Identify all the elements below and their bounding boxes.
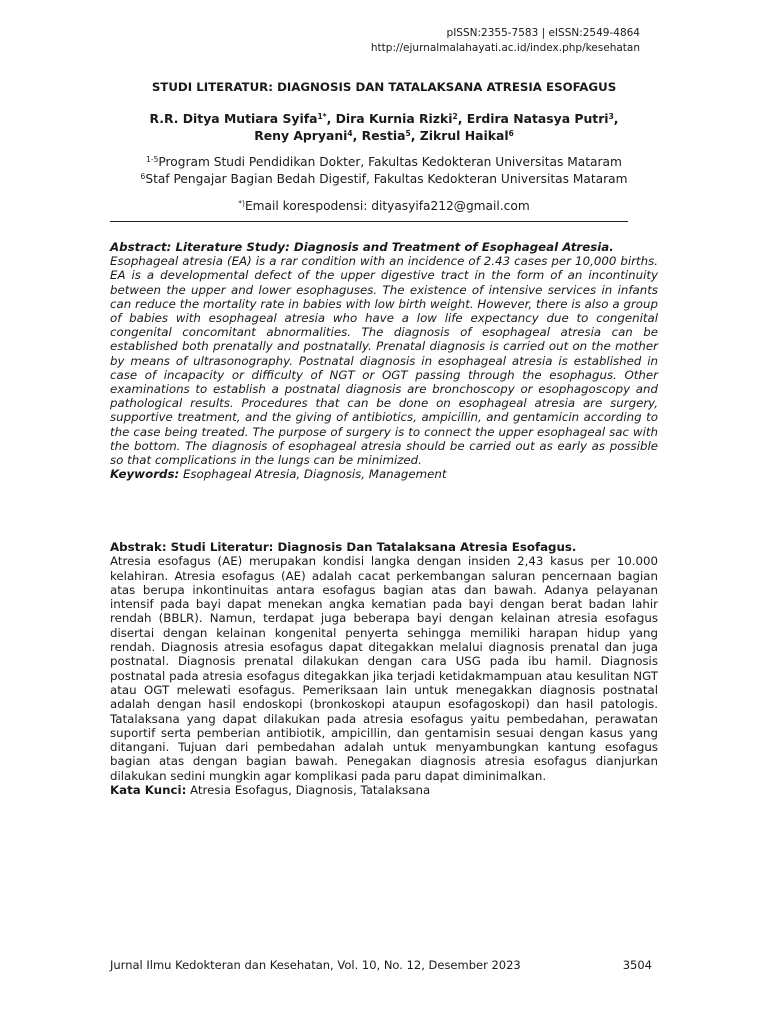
affiliation-1: $^{1-5}$Program Studi Pendidikan Dokter, Fakultas Kedokteran Universitas Mataram (146, 155, 622, 169)
keywords-label: Kata Kunci: (110, 783, 187, 798)
author-name: R.R. Ditya Mutiara Syifa (149, 111, 318, 126)
journal-footer: Jurnal Ilmu Kedokteran dan Kesehatan, Vol. 10, No. 12, Desember 2023 (110, 958, 521, 972)
abstract-indonesian (110, 540, 658, 797)
correspondence-email (110, 199, 658, 213)
abstract-english-heading: Abstract: Literature Study: Diagnosis and Treatment of Esophageal Atresia. (110, 240, 614, 254)
author-affiliation-mark: 2 (452, 112, 458, 121)
author-list (110, 110, 658, 144)
author-affiliation-mark: 3 (608, 112, 614, 121)
abstract-english (110, 240, 658, 481)
abstract-english-body: Esophageal atresia (EA) is a rar condition with an incidence of 2.43 cases per 10,000 births. EA is a developmental defect of the upper digestive tract in the form of an incontinuity between the upper and lower esophaguses. The existence of intensive services in infants can reduce the mortality rate in babies with low birth weight. However, there is also a group of babies with esophageal atresia who have a low life expectancy due to congenital congenital concomitant abnormalities. The diagnosis of esophageal atresia can be established both prenatally and postnatally. Prenatal diagnosis is carried out on the mother by means of ultrasonography. Postnatal diagnosis in esophageal atresia is established in case of incapacity or difficulty of NGT or OGT passing through the esophagus. Other examinations to establish a postnatal diagnosis are bronchoscopy or esophagoscopy and pathological results. Procedures that can be done on esophageal atresia are surgery, supportive treatment, and the giving of antibiotics, ampicillin, and gentamicin according to the case being treated. The purpose of surgery is to connect the upper esophageal sac with the bottom. The diagnosis of esophageal atresia should be carried out as early as possible so that complications in the lungs can be minimized. (110, 254, 658, 468)
journal-url[interactable]: http://ejurnalmalahayati.ac.id/index.php/kesehatan (370, 41, 640, 54)
keywords-value: Atresia Esofagus, Diagnosis, Tatalaksana (190, 783, 431, 798)
author-affiliation-mark: 1* (317, 112, 327, 121)
affiliation-2: $^6$Staf Pengajar Bagian Bedah Digestif, Fakultas Kedokteran Universitas Mataram (140, 171, 628, 186)
journal-header (371, 26, 640, 55)
issn-line: pISSN:2355-7583 | eISSN:2549-4864 (446, 27, 640, 39)
keywords-value: Esophageal Atresia, Diagnosis, Management (182, 467, 447, 482)
author-affiliation-mark: 5 (405, 129, 411, 138)
page-number: 3504 (622, 958, 652, 972)
email-text[interactable]: Email korespodensi: dityasyifa212@gmail.com (244, 199, 530, 213)
author-name: Zikrul Haikal (419, 128, 509, 143)
keywords-english (110, 467, 658, 481)
author-line-2: Reny Apryani$^4$, Restia$^5$, Zikrul Haikal$^6$ (254, 128, 514, 143)
affiliation-mark: 1-5 (146, 155, 159, 164)
author-name: Restia (361, 128, 406, 143)
affiliation-mark: 6 (140, 171, 146, 181)
divider (110, 221, 628, 222)
author-affiliation-mark: 6 (508, 129, 514, 138)
author-line-1: R.R. Ditya Mutiara Syifa$^{1*}$, Dira Kurnia Rizki$^2$, Erdira Natasya Putri$^3$, (149, 111, 619, 126)
author-name: Dira Kurnia Rizki (335, 111, 453, 126)
affiliations (110, 154, 658, 187)
author-affiliation-mark: 4 (347, 129, 353, 138)
abstract-indonesian-heading: Abstrak: Studi Literatur: Diagnosis Dan Tatalaksana Atresia Esofagus. (110, 540, 577, 554)
paper-title: STUDI LITERATUR: DIAGNOSIS DAN TATALAKSANA ATRESIA ESOFAGUS (151, 80, 617, 94)
keywords-label: Keywords: (110, 467, 180, 482)
author-name: Erdira Natasya Putri (466, 111, 609, 126)
abstract-indonesian-body: Atresia esofagus (AE) merupakan kondisi langka dengan insiden 2,43 kasus per 10.000 kelahiran. Atresia esofagus (AE) adalah cacat perkembangan saluran pencernaan bagian atas berupa inkontinuitas antara esofagus bagian atas dan bawah. Adanya pelayanan intensif pada bayi dapat menekan angka kematian pada bayi dengan berat badan lahir rendah (BBLR). Namun, terdapat juga beberapa bayi dengan kelainan atresia esofagus disertai dengan kelainan kongenital penyerta sehingga memiliki harapan hidup yang rendah. Diagnosis atresia esofagus dapat ditegakkan melalui diagnosis prenatal dan juga postnatal. Diagnosis prenatal dilakukan dengan cara USG pada ibu hamil. Diagnosis postnatal pada atresia esofagus ditegakkan jika terjadi ketidakmampuan atau kesulitan NGT atau OGT melewati esofagus. Pemeriksaan lain untuk menegakkan diagnosis postnatal adalah dengan hasil endoskopi (bronkoskopi ataupun esofagoskopi) dan hasil patologis. Tatalaksana yang dapat dilakukan pada atresia esofagus yaitu pembedahan, perawatan suportif serta pemberian antibiotik, ampicillin, dan gentamisin sesuai dengan kasus yang ditangani. Tujuan dari pembedahan adalah untuk menyambungkan kantung esofagus bagian atas dengan bagian bawah. Penegakan diagnosis atresia esofagus dianjurkan dilakukan sedini mungkin agar komplikasi pada paru dapat diminimalkan. (110, 554, 658, 783)
keywords-indonesian (110, 783, 658, 797)
author-name: Reny Apryani (254, 128, 348, 143)
correspondence-mark: *) (238, 199, 245, 208)
